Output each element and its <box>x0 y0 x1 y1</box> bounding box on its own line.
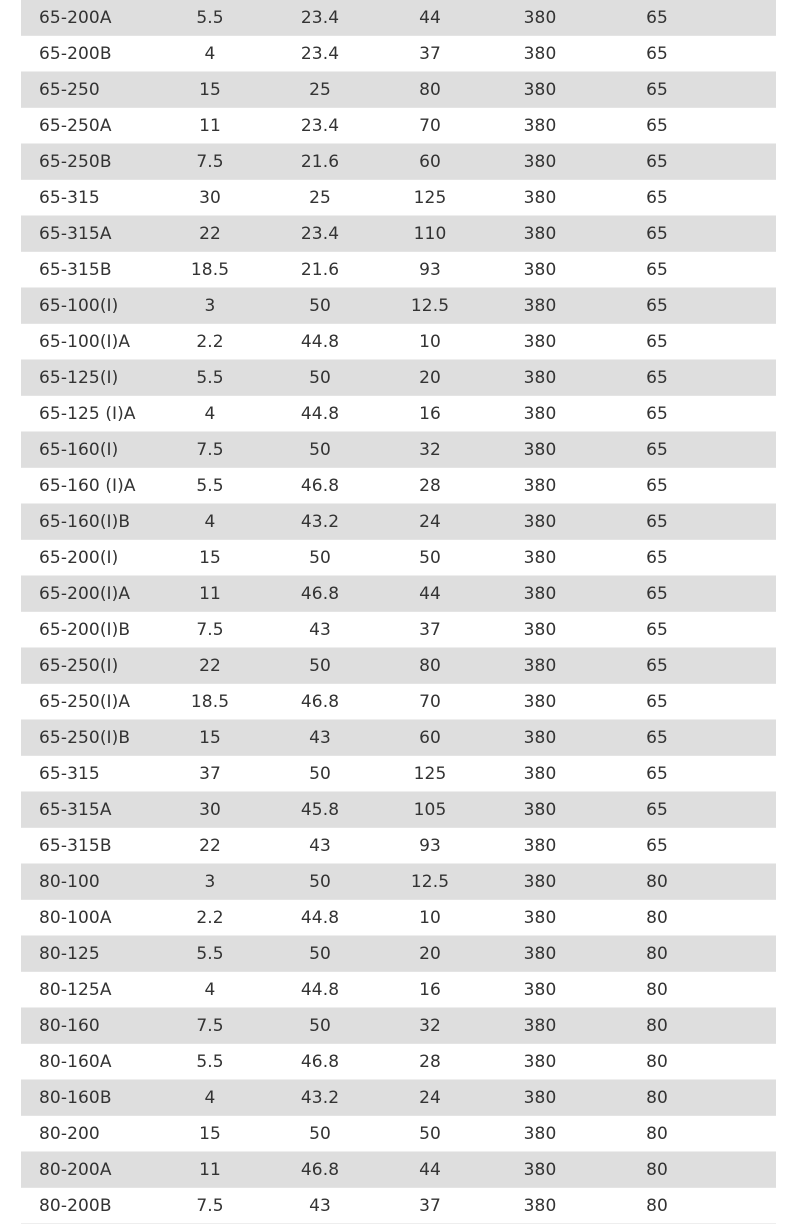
head-cell: 24 <box>419 1087 441 1108</box>
diameter-cell: 65 <box>646 799 668 820</box>
model-cell: 65-200(I)B <box>39 619 131 640</box>
voltage-cell: 380 <box>523 763 557 784</box>
model-cell: 65-250(I)A <box>39 691 131 712</box>
flow-cell: 45.8 <box>300 799 340 820</box>
model-cell: 65-315B <box>39 259 112 280</box>
voltage-cell: 380 <box>523 151 557 172</box>
power-cell: 5.5 <box>196 7 224 28</box>
flow-cell: 46.8 <box>300 1051 340 1072</box>
table-row <box>21 1044 776 1080</box>
power-cell: 22 <box>199 835 221 856</box>
power-cell: 18.5 <box>190 691 230 712</box>
pump-spec-table <box>21 0 776 1224</box>
diameter-cell: 65 <box>646 475 668 496</box>
head-cell: 20 <box>419 367 441 388</box>
diameter-cell: 80 <box>646 1087 668 1108</box>
power-cell: 30 <box>199 187 221 208</box>
power-cell: 11 <box>199 1159 221 1180</box>
table-row <box>21 216 776 252</box>
diameter-cell: 65 <box>646 439 668 460</box>
diameter-cell: 80 <box>646 979 668 1000</box>
model-cell: 65-160(I) <box>39 439 119 460</box>
power-cell: 15 <box>199 79 221 100</box>
diameter-cell: 65 <box>646 79 668 100</box>
voltage-cell: 380 <box>523 907 557 928</box>
voltage-cell: 380 <box>523 619 557 640</box>
voltage-cell: 380 <box>523 943 557 964</box>
model-cell: 65-100(I)A <box>39 331 131 352</box>
diameter-cell: 65 <box>646 511 668 532</box>
diameter-cell: 65 <box>646 331 668 352</box>
model-cell: 65-200B <box>39 43 112 64</box>
flow-cell: 21.6 <box>300 151 340 172</box>
diameter-cell: 80 <box>646 1195 668 1216</box>
power-cell: 7.5 <box>196 619 224 640</box>
model-cell: 65-315 <box>39 187 100 208</box>
head-cell: 24 <box>419 511 441 532</box>
voltage-cell: 380 <box>523 871 557 892</box>
diameter-cell: 65 <box>646 691 668 712</box>
voltage-cell: 380 <box>523 655 557 676</box>
flow-cell: 44.8 <box>300 403 340 424</box>
table-row <box>21 864 776 900</box>
flow-cell: 23.4 <box>300 115 340 136</box>
power-cell: 4 <box>204 1087 216 1108</box>
power-cell: 3 <box>204 871 216 892</box>
flow-cell: 50 <box>309 295 331 316</box>
power-cell: 37 <box>199 763 221 784</box>
flow-cell: 50 <box>309 943 331 964</box>
flow-cell: 44.8 <box>300 907 340 928</box>
flow-cell: 50 <box>309 763 331 784</box>
diameter-cell: 65 <box>646 151 668 172</box>
model-cell: 65-315 <box>39 763 100 784</box>
head-cell: 50 <box>419 547 441 568</box>
diameter-cell: 80 <box>646 1051 668 1072</box>
diameter-cell: 80 <box>646 1123 668 1144</box>
voltage-cell: 380 <box>523 547 557 568</box>
head-cell: 16 <box>419 979 441 1000</box>
diameter-cell: 65 <box>646 259 668 280</box>
model-cell: 65-200(I) <box>39 547 119 568</box>
power-cell: 7.5 <box>196 1015 224 1036</box>
voltage-cell: 380 <box>523 691 557 712</box>
model-cell: 80-125A <box>39 979 112 1000</box>
voltage-cell: 380 <box>523 1051 557 1072</box>
flow-cell: 23.4 <box>300 43 340 64</box>
power-cell: 5.5 <box>196 1051 224 1072</box>
diameter-cell: 65 <box>646 583 668 604</box>
voltage-cell: 380 <box>523 1087 557 1108</box>
voltage-cell: 380 <box>523 1015 557 1036</box>
head-cell: 70 <box>419 115 441 136</box>
model-cell: 65-250(I) <box>39 655 119 676</box>
voltage-cell: 380 <box>523 979 557 1000</box>
flow-cell: 21.6 <box>300 259 340 280</box>
table-row <box>21 324 776 360</box>
head-cell: 80 <box>419 79 441 100</box>
diameter-cell: 65 <box>646 619 668 640</box>
table-row <box>21 360 776 396</box>
head-cell: 93 <box>419 259 441 280</box>
table-row <box>21 648 776 684</box>
flow-cell: 46.8 <box>300 475 340 496</box>
power-cell: 18.5 <box>190 259 230 280</box>
voltage-cell: 380 <box>523 295 557 316</box>
flow-cell: 44.8 <box>300 979 340 1000</box>
head-cell: 37 <box>419 43 441 64</box>
head-cell: 110 <box>413 223 447 244</box>
power-cell: 15 <box>199 547 221 568</box>
model-cell: 80-100 <box>39 871 100 892</box>
voltage-cell: 380 <box>523 583 557 604</box>
head-cell: 125 <box>413 763 447 784</box>
table-row <box>21 540 776 576</box>
head-cell: 44 <box>419 583 441 604</box>
flow-cell: 50 <box>309 1015 331 1036</box>
table-row <box>21 108 776 144</box>
flow-cell: 50 <box>309 655 331 676</box>
power-cell: 30 <box>199 799 221 820</box>
flow-cell: 46.8 <box>300 691 340 712</box>
head-cell: 93 <box>419 835 441 856</box>
model-cell: 65-125 (I)A <box>39 403 136 424</box>
voltage-cell: 380 <box>523 1123 557 1144</box>
power-cell: 5.5 <box>196 475 224 496</box>
head-cell: 10 <box>419 907 441 928</box>
flow-cell: 23.4 <box>300 223 340 244</box>
table-row <box>21 432 776 468</box>
voltage-cell: 380 <box>523 79 557 100</box>
table-row <box>21 1116 776 1152</box>
table-row <box>21 72 776 108</box>
flow-cell: 43 <box>309 1195 331 1216</box>
head-cell: 32 <box>419 439 441 460</box>
flow-cell: 43.2 <box>300 1087 340 1108</box>
head-cell: 10 <box>419 331 441 352</box>
flow-cell: 46.8 <box>300 583 340 604</box>
power-cell: 11 <box>199 115 221 136</box>
power-cell: 4 <box>204 511 216 532</box>
table-row <box>21 1080 776 1116</box>
power-cell: 22 <box>199 223 221 244</box>
head-cell: 12.5 <box>410 871 450 892</box>
diameter-cell: 65 <box>646 655 668 676</box>
diameter-cell: 65 <box>646 223 668 244</box>
voltage-cell: 380 <box>523 259 557 280</box>
voltage-cell: 380 <box>523 727 557 748</box>
voltage-cell: 380 <box>523 835 557 856</box>
flow-cell: 44.8 <box>300 331 340 352</box>
model-cell: 65-100(I) <box>39 295 119 316</box>
head-cell: 44 <box>419 1159 441 1180</box>
diameter-cell: 65 <box>646 727 668 748</box>
model-cell: 65-315B <box>39 835 112 856</box>
voltage-cell: 380 <box>523 439 557 460</box>
model-cell: 80-160A <box>39 1051 112 1072</box>
head-cell: 60 <box>419 727 441 748</box>
model-cell: 65-125(I) <box>39 367 119 388</box>
table-row <box>21 0 776 36</box>
head-cell: 50 <box>419 1123 441 1144</box>
diameter-cell: 65 <box>646 547 668 568</box>
table-row <box>21 504 776 540</box>
voltage-cell: 380 <box>523 331 557 352</box>
voltage-cell: 380 <box>523 187 557 208</box>
table-row <box>21 612 776 648</box>
power-cell: 4 <box>204 979 216 1000</box>
model-cell: 65-250A <box>39 115 112 136</box>
model-cell: 65-160 (I)A <box>39 475 136 496</box>
model-cell: 80-125 <box>39 943 100 964</box>
flow-cell: 43 <box>309 727 331 748</box>
voltage-cell: 380 <box>523 1195 557 1216</box>
power-cell: 5.5 <box>196 367 224 388</box>
diameter-cell: 65 <box>646 115 668 136</box>
diameter-cell: 65 <box>646 7 668 28</box>
flow-cell: 50 <box>309 439 331 460</box>
diameter-cell: 65 <box>646 295 668 316</box>
table-row <box>21 396 776 432</box>
head-cell: 60 <box>419 151 441 172</box>
flow-cell: 50 <box>309 367 331 388</box>
table-row <box>21 1188 776 1224</box>
model-cell: 80-200A <box>39 1159 112 1180</box>
model-cell: 65-200A <box>39 7 112 28</box>
table-row <box>21 468 776 504</box>
diameter-cell: 80 <box>646 943 668 964</box>
table-row <box>21 180 776 216</box>
head-cell: 44 <box>419 7 441 28</box>
model-cell: 80-200 <box>39 1123 100 1144</box>
head-cell: 12.5 <box>410 295 450 316</box>
voltage-cell: 380 <box>523 115 557 136</box>
voltage-cell: 380 <box>523 223 557 244</box>
flow-cell: 46.8 <box>300 1159 340 1180</box>
power-cell: 15 <box>199 1123 221 1144</box>
power-cell: 22 <box>199 655 221 676</box>
voltage-cell: 380 <box>523 511 557 532</box>
model-cell: 65-315A <box>39 799 112 820</box>
flow-cell: 25 <box>309 79 331 100</box>
diameter-cell: 65 <box>646 763 668 784</box>
power-cell: 15 <box>199 727 221 748</box>
model-cell: 80-200B <box>39 1195 112 1216</box>
table-row <box>21 756 776 792</box>
model-cell: 80-100A <box>39 907 112 928</box>
table-row <box>21 144 776 180</box>
table-row <box>21 1008 776 1044</box>
table-row <box>21 720 776 756</box>
diameter-cell: 65 <box>646 187 668 208</box>
flow-cell: 43 <box>309 619 331 640</box>
diameter-cell: 65 <box>646 835 668 856</box>
table-row <box>21 1152 776 1188</box>
head-cell: 70 <box>419 691 441 712</box>
diameter-cell: 80 <box>646 907 668 928</box>
table-row <box>21 900 776 936</box>
table-row <box>21 252 776 288</box>
voltage-cell: 380 <box>523 43 557 64</box>
model-cell: 80-160 <box>39 1015 100 1036</box>
flow-cell: 23.4 <box>300 7 340 28</box>
head-cell: 20 <box>419 943 441 964</box>
flow-cell: 43 <box>309 835 331 856</box>
voltage-cell: 380 <box>523 1159 557 1180</box>
flow-cell: 50 <box>309 547 331 568</box>
power-cell: 7.5 <box>196 1195 224 1216</box>
head-cell: 32 <box>419 1015 441 1036</box>
diameter-cell: 80 <box>646 1159 668 1180</box>
power-cell: 7.5 <box>196 439 224 460</box>
power-cell: 2.2 <box>196 331 224 352</box>
head-cell: 28 <box>419 475 441 496</box>
table-row <box>21 288 776 324</box>
diameter-cell: 80 <box>646 1015 668 1036</box>
power-cell: 5.5 <box>196 943 224 964</box>
model-cell: 80-160B <box>39 1087 112 1108</box>
model-cell: 65-250(I)B <box>39 727 131 748</box>
head-cell: 16 <box>419 403 441 424</box>
model-cell: 65-250B <box>39 151 112 172</box>
diameter-cell: 65 <box>646 403 668 424</box>
voltage-cell: 380 <box>523 475 557 496</box>
flow-cell: 25 <box>309 187 331 208</box>
power-cell: 3 <box>204 295 216 316</box>
head-cell: 105 <box>413 799 447 820</box>
table-row <box>21 792 776 828</box>
head-cell: 28 <box>419 1051 441 1072</box>
head-cell: 80 <box>419 655 441 676</box>
model-cell: 65-250 <box>39 79 100 100</box>
voltage-cell: 380 <box>523 367 557 388</box>
voltage-cell: 380 <box>523 799 557 820</box>
power-cell: 2.2 <box>196 907 224 928</box>
flow-cell: 43.2 <box>300 511 340 532</box>
model-cell: 65-315A <box>39 223 112 244</box>
diameter-cell: 80 <box>646 871 668 892</box>
head-cell: 37 <box>419 1195 441 1216</box>
head-cell: 37 <box>419 619 441 640</box>
model-cell: 65-200(I)A <box>39 583 131 604</box>
table-row <box>21 936 776 972</box>
voltage-cell: 380 <box>523 403 557 424</box>
diameter-cell: 65 <box>646 367 668 388</box>
power-cell: 11 <box>199 583 221 604</box>
flow-cell: 50 <box>309 871 331 892</box>
table-row <box>21 576 776 612</box>
table-row <box>21 828 776 864</box>
head-cell: 125 <box>413 187 447 208</box>
power-cell: 4 <box>204 403 216 424</box>
voltage-cell: 380 <box>523 7 557 28</box>
model-cell: 65-160(I)B <box>39 511 131 532</box>
power-cell: 7.5 <box>196 151 224 172</box>
table-row <box>21 36 776 72</box>
diameter-cell: 65 <box>646 43 668 64</box>
flow-cell: 50 <box>309 1123 331 1144</box>
table-row <box>21 684 776 720</box>
table-row <box>21 972 776 1008</box>
power-cell: 4 <box>204 43 216 64</box>
